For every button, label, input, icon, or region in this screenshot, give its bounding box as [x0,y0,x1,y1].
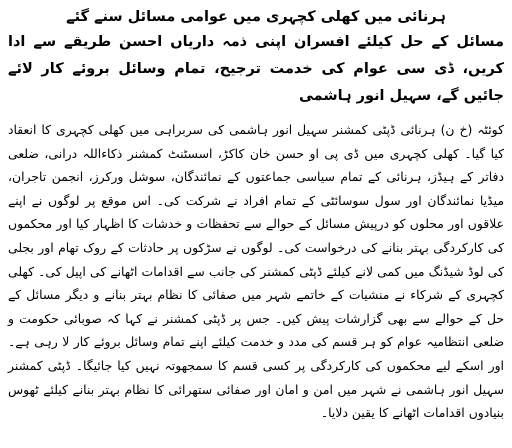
headline-secondary: مسائل کے حل کیلئے افسران اپنی ذمہ داریاں احسن طریقے سے ادا کریں، ڈی سی عوام کی خدمت ترجیح، تمام وسائل بروئے کار لائے جائیں گے، سہیل انور ہاشمی [8,34,504,104]
article-body: کوئٹہ (خ ن) ہرنائی ڈپٹی کمشنر سہیل انور ہاشمی کی سربراہی میں کھلی کچہری کا انعقاد کیا گیا۔ کھلی کچہری میں ڈی پی او حسن خان کاکڑ، اسسٹنٹ کمشنر ذکاءاللہ درانی، ضلعی دفاتر کے ہیڈز، ہرنائی کے تمام سیاسی جماعتوں کے نمائندگان، سوشل ورکرز، انجمن تاجران، میڈیا نمائندگان اور سول سوسائٹی کے تمام افراد نے شرکت کی۔ اس موقع پر لوگوں نے اپنے علاقوں اور محلوں کو درپیش مسائل کے حوالے سے تحفظات و خدشات کا اظہار کیا اور محکموں کی کارکردگی بہتر بنانے کی درخواست کی۔ لوگوں نے سڑکوں پر حادثات کے روک تھام اور بجلی کی لوڈ شیڈنگ میں کمی لانے کیلئے ڈپٹی کمشنر کی جانب سے اقدامات اٹھانے کی اپیل کی۔ کھلی کچہری کے شرکاء نے منشیات کے خاتمے شہر میں صفائی کا نظام بہتر بنانے و دیگر مسائل کے حل کے حوالے سے بھی گزارشات پیش کیں۔ جس پر ڈپٹی کمشنر نے کہا کہ صوبائی حکومت و ضلعی انتظامیہ عوام کو ہر قسم کی مدد و خدمت کیلئے اپنے تمام وسائل بروئے کار لا رہی ہے۔ اور اسکے لیے محکموں کی کارکردگی پر کسی قسم کا سمجھوتہ نہیں کیا جائیگا۔ ڈپٹی کمشنر سہیل انور ہاشمی نے شہر میں امن و امان اور صفائی ستھرائی کا نظام بہتر بنانے کیلئے ٹھوس بنیادوں اقدامات اٹھانے کا یقین دلایا۔ [8,122,504,421]
headline-primary: ہرنائی میں کھلی کچہری میں عوامی مسائل سنے گئے [66,9,446,25]
